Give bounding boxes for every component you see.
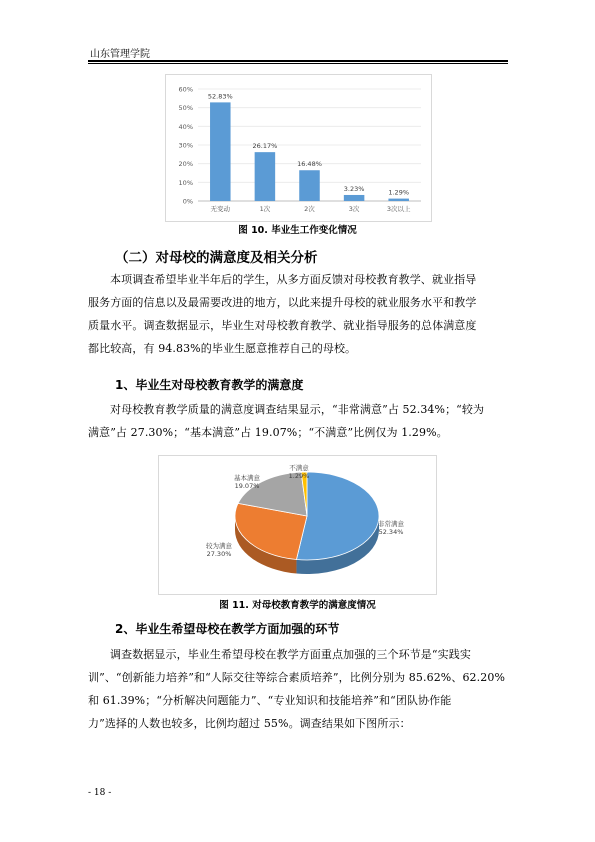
x-tick-label: 3次 xyxy=(348,205,360,213)
bar xyxy=(388,199,409,201)
y-tick-label: 10% xyxy=(178,178,193,187)
paragraph-line: 质量水平。调查数据显示，毕业生对母校教育教学、就业指导服务的总体满意度 xyxy=(88,319,477,332)
paragraph-line: 服务方面的信息以及最需要改进的地方，以此来提升母校的就业服务水平和教学 xyxy=(88,296,477,309)
x-tick-label: 2次 xyxy=(304,205,315,213)
paragraph-line: 都比较高，有 94.83%的毕业生愿意推荐自己的母校。 xyxy=(88,342,357,355)
paragraph-line: 满意”占 27.30%；“基本满意”占 19.07%；“不满意”比例仅为 1.29%。 xyxy=(88,426,448,439)
subsection-2-heading: 2、毕业生希望母校在教学方面加强的环节 xyxy=(115,622,340,636)
figure-11-caption: 图 11. 对母校教育教学的满意度情况 xyxy=(219,600,376,611)
x-tick-label: 1次 xyxy=(259,205,271,213)
header-rule-thin xyxy=(88,63,508,64)
pie-label-name: 较为满意 xyxy=(206,542,232,550)
bar-data-label: 26.17% xyxy=(252,142,278,151)
x-tick-label: 3次以上 xyxy=(386,205,411,213)
bar xyxy=(299,170,320,201)
paragraph-line: 和 61.39%；“分析解决问题能力”、“专业知识和技能培养”和“团队协作能 xyxy=(88,694,452,707)
page-header-title: 山东管理学院 xyxy=(90,49,150,60)
pie-label-value: 1.29% xyxy=(288,472,310,480)
paragraph-line: 本项调查希望毕业半年后的学生，从多方面反馈对母校教育教学、就业指导 xyxy=(110,273,477,286)
pie-label-value: 19.07% xyxy=(234,482,260,490)
pie-label-value: 27.30% xyxy=(206,550,232,558)
figure-10-caption: 图 10. 毕业生工作变化情况 xyxy=(238,225,357,236)
section-paragraph xyxy=(88,268,518,360)
page-number: - 18 - xyxy=(88,788,112,798)
subsection-2-paragraph xyxy=(88,643,518,735)
bar xyxy=(255,152,276,201)
y-tick-label: 50% xyxy=(178,104,193,113)
pie-chart xyxy=(159,456,436,594)
paragraph-line: 训”、“创新能力培养”和“人际交往等综合素质培养”，比例分别为 85.62%、62.20% xyxy=(88,671,505,684)
bar-data-label: 3.23% xyxy=(343,184,365,193)
pie-label-name: 非常满意 xyxy=(378,520,404,528)
paragraph-line: 力”选择的人数也较多，比例均超过 55%。调查结果如下图所示： xyxy=(88,717,411,730)
pie-label-value: 52.34% xyxy=(378,528,404,536)
bar-data-label: 16.48% xyxy=(297,160,322,169)
bar-chart xyxy=(166,75,431,221)
paragraph-line: 调查数据显示，毕业生希望母校在教学方面重点加强的三个环节是“实践实 xyxy=(110,648,471,661)
bar xyxy=(344,195,365,201)
section-heading: （二）对母校的满意度及相关分析 xyxy=(115,250,318,266)
y-tick-label: 0% xyxy=(182,197,193,206)
y-tick-label: 60% xyxy=(178,85,193,94)
bar xyxy=(210,102,231,201)
pie-label-name: 基本满意 xyxy=(234,474,260,482)
bar-data-label: 52.83% xyxy=(207,92,233,101)
y-tick-label: 20% xyxy=(178,160,193,169)
subsection-1-paragraph xyxy=(88,398,518,444)
pie-chart-frame xyxy=(158,455,437,595)
header-rule xyxy=(88,60,508,62)
bar-chart-frame xyxy=(165,74,432,222)
bar-data-label: 1.29% xyxy=(388,188,410,197)
y-tick-label: 30% xyxy=(178,141,193,150)
paragraph-line: 对母校教育教学质量的满意度调查结果显示，“非常满意”占 52.34%；“较为 xyxy=(110,403,485,416)
y-tick-label: 40% xyxy=(178,122,193,131)
subsection-1-heading: 1、毕业生对母校教育教学的满意度 xyxy=(115,378,304,392)
pie-label-name: 不满意 xyxy=(289,464,309,472)
x-tick-label: 无变动 xyxy=(210,205,231,213)
